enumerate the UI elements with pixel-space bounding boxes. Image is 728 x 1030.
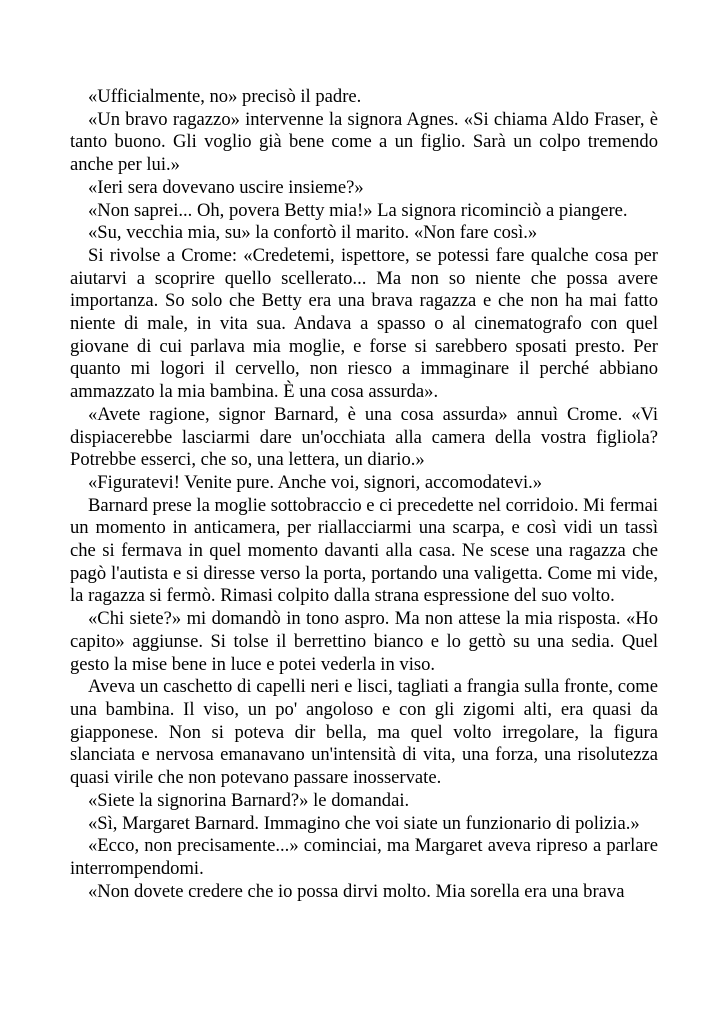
paragraph: «Chi siete?» mi domandò in tono aspro. Ma non attese la mia risposta. «Ho capito» aggiunse. Si tolse il berrettino bianco e lo gettò su una sedia. Quel gesto la mise bene in luce e potei vederla in viso. [70, 608, 658, 675]
paragraph: «Un bravo ragazzo» intervenne la signora Agnes. «Si chiama Aldo Fraser, è tanto buono. Gli voglio già bene come a un figlio. Sarà un colpo tremendo anche per lui.» [70, 108, 658, 176]
page-text-body [70, 86, 658, 903]
paragraph: «Non dovete credere che io possa dirvi molto. Mia sorella era una brava [88, 880, 625, 902]
paragraph: «Ieri sera dovevano uscire insieme?» [88, 176, 364, 198]
paragraph: Barnard prese la moglie sottobraccio e ci precedette nel corridoio. Mi fermai un momento in anticamera, per riallacciarmi una scarpa, e così vidi un tassì che si fermava in quel momento davanti alla casa. Ne scese una ragazza che pagò l'autista e si diresse verso la porta, portando una valigetta. Come mi vide, la ragazza si fermò. Rimasi colpito dalla strana espressione del suo volto. [70, 494, 658, 607]
paragraph: «Su, vecchia mia, su» la confortò il marito. «Non fare così.» [88, 222, 538, 244]
paragraph: «Avete ragione, signor Barnard, è una cosa assurda» annuì Crome. «Vi dispiacerebbe lasciarmi dare un'occhiata alla camera della vostra figliola? Potrebbe esserci, che so, una lettera, un diario.» [70, 403, 658, 471]
paragraph: «Ecco, non precisamente...» cominciai, ma Margaret aveva ripreso a parlare interrompendomi. [70, 835, 658, 879]
paragraph: «Ufficialmente, no» precisò il padre. [88, 86, 362, 107]
paragraph: «Non saprei... Oh, povera Betty mia!» La signora ricominciò a piangere. [88, 199, 628, 221]
paragraph: Aveva un caschetto di capelli neri e lisci, tagliati a frangia sulla fronte, come una bambina. Il viso, un po' angoloso e con gli zigomi alti, era quasi da giapponese. Non si poteva dir bella, ma quel volto irregolare, la figura slanciata e nervosa emanavano un'intensità di vita, una forza, una risolutezza quasi virile che non potevano passare inosservate. [70, 676, 658, 789]
paragraph: «Figuratevi! Venite pure. Anche voi, signori, accomodatevi.» [88, 471, 543, 493]
paragraph: Si rivolse a Crome: «Credetemi, ispettore, se potessi fare qualche cosa per aiutarvi a scoprire quello scellerato... Ma non so niente che possa avere importanza. So solo che Betty era una brava ragazza e che non ha mai fatto niente di male, in vita sua. Andava a spasso o al cinematografo con quel giovane di cui parlava mia moglie, e forse si sarebbero sposati presto. Per quanto mi logori il cervello, non riesco a immaginare il perché abbiano ammazzato la mia bambina. È una cosa assurda». [70, 244, 658, 403]
paragraph: «Sì, Margaret Barnard. Immagino che voi siate un funzionario di polizia.» [88, 812, 640, 834]
paragraph: «Siete la signorina Barnard?» le domandai. [88, 789, 410, 811]
